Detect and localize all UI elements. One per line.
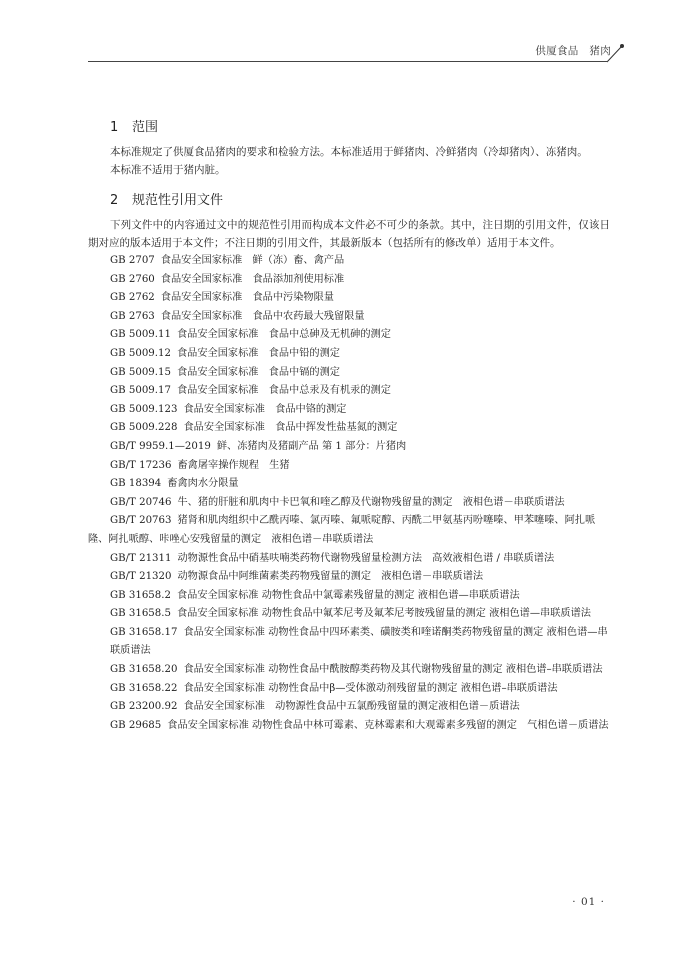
reference-title: 食品安全国家标准 食品中挥发性盐基氮的测定	[183, 422, 398, 434]
reference-item	[88, 717, 610, 736]
reference-title: 食品安全国家标准 鲜（冻）畜、禽产品	[160, 255, 345, 266]
running-head: 供厦食品 猪肉	[535, 45, 611, 57]
section-number: 2	[110, 193, 119, 208]
reference-title: 食品安全国家标准 食品中农药最大残留限量	[160, 310, 365, 322]
reference-item	[88, 271, 610, 290]
reference-item	[88, 512, 610, 549]
reference-item	[88, 401, 610, 420]
section-heading-references	[110, 189, 610, 208]
scope-paragraph: 本标准不适用于猪内脏。	[110, 164, 226, 176]
reference-item	[88, 308, 610, 327]
reference-item	[88, 345, 610, 364]
reference-title: 牛、猪的肝脏和肌肉中卡巴氧和喹乙醇及代谢物残留量的测定 液相色谱－串联质谱法	[177, 496, 565, 508]
reference-item	[88, 457, 610, 476]
reference-item	[88, 550, 610, 569]
reference-item	[88, 624, 610, 661]
reference-title: 食品安全国家标准 动物性食品中四环素类、磺胺类和喹诺酮类药物残留量的测定 液相色谱—串联质谱法	[110, 626, 608, 657]
reference-item	[88, 587, 610, 606]
section-title: 范围	[132, 120, 159, 135]
page-number: · 01 ·	[572, 896, 605, 908]
reference-item	[88, 252, 610, 271]
reference-code: GB/T 21320	[110, 571, 172, 583]
reference-item	[88, 680, 610, 699]
reference-item	[88, 419, 610, 438]
reference-code: GB/T 20763	[110, 515, 172, 527]
reference-code: GB 18394	[110, 478, 162, 490]
reference-code: GB 5009.12	[110, 347, 171, 359]
reference-title: 食品安全国家标准 食品中铬的测定	[183, 403, 347, 415]
reference-item	[88, 661, 610, 680]
reference-code: GB 31658.20	[110, 664, 178, 676]
reference-title: 食品安全国家标准 食品中总汞及有机汞的测定	[177, 385, 391, 397]
reference-item	[88, 289, 610, 308]
references-intro: 下列文件中的内容通过文中的规范性引用而构成本文件必不可少的条款。其中，注日期的引用文件，仅该日期对应的版本适用于本文件；不注日期的引用文件，其最新版本（包括所有的修改单）适用于本文件。	[88, 219, 610, 249]
reference-item	[88, 494, 610, 513]
reference-title: 食品安全国家标准 动物性食品中酰胺醇类药物及其代谢物残留量的测定 液相色谱–串联质谱法	[183, 664, 603, 676]
reference-title: 食品安全国家标准 食品中污染物限量	[160, 292, 334, 304]
reference-code: GB 2762	[110, 292, 155, 304]
reference-item	[88, 568, 610, 587]
section-number: 1	[110, 120, 119, 135]
reference-title: 食品安全国家标准 动物性食品中氯霉素残留量的测定 液相色谱—串联质谱法	[177, 589, 520, 601]
reference-list	[88, 252, 610, 735]
reference-title: 动物源食品中阿维菌素类药物残留量的测定 液相色谱－串联质谱法	[177, 571, 484, 583]
reference-item	[88, 438, 610, 457]
page-body	[88, 116, 610, 735]
reference-code: GB 31658.17	[110, 626, 178, 638]
reference-code: GB 23200.92	[110, 701, 178, 713]
reference-code: GB 5009.17	[110, 385, 171, 397]
reference-code: GB/T 21311	[110, 552, 172, 564]
reference-title: 食品安全国家标准 动物性食品中β—受体激动剂残留量的测定 液相色谱–串联质谱法	[183, 682, 558, 694]
reference-code: GB 2707	[110, 255, 155, 266]
section-heading-scope	[110, 116, 610, 135]
reference-code: GB 2763	[110, 310, 155, 322]
reference-title: 食品安全国家标准 动物性食品中氟苯尼考及氟苯尼考胺残留量的测定 液相色谱—串联质谱法	[177, 608, 591, 620]
reference-title: 食品安全国家标准 动物性食品中林可霉素、克林霉素和大观霉素多残留的测定 气相色谱－质谱法	[167, 719, 609, 731]
reference-title: 食品安全国家标准 食品中镉的测定	[177, 366, 340, 378]
reference-title: 动物源性食品中硝基呋喃类药物代谢物残留量检测方法 高效液相色谱 / 串联质谱法	[177, 552, 555, 564]
header-flourish-icon	[604, 40, 628, 66]
reference-code: GB 2760	[110, 273, 155, 285]
reference-code: GB 29685	[110, 719, 162, 731]
scope-paragraph: 本标准规定了供厦食品猪肉的要求和检验方法。本标准适用于鲜猪肉、冷鲜猪肉（冷却猪肉）、冻猪肉。	[110, 146, 588, 158]
reference-title: 猪肾和肌肉组织中乙酰丙嗪、氯丙嗪、氟哌啶醇、丙酰二甲氨基丙吩噻嗪、甲苯噻嗪、阿扎哌隆、阿扎哌醇、咔唑心安残留量的测定 液相色谱－串联质谱法	[88, 515, 596, 545]
reference-title: 食品安全国家标准 食品中总砷及无机砷的测定	[177, 329, 391, 341]
reference-code: GB 31658.5	[110, 608, 171, 620]
reference-title: 食品安全国家标准 食品添加剂使用标准	[160, 273, 345, 285]
reference-code: GB 31658.2	[110, 589, 171, 601]
reference-code: GB 5009.228	[110, 422, 178, 434]
section-title: 规范性引用文件	[132, 193, 224, 208]
reference-title: 食品安全国家标准 食品中铅的测定	[177, 347, 340, 359]
reference-title: 鲜、冻猪肉及猪副产品 第 1 部分：片猪肉	[216, 440, 407, 452]
header-rule	[88, 61, 608, 62]
reference-title: 畜禽肉水分限量	[167, 478, 239, 490]
reference-code: GB/T 20746	[110, 496, 172, 508]
reference-item	[88, 326, 610, 345]
reference-code: GB 5009.15	[110, 366, 171, 378]
reference-item	[88, 698, 610, 717]
reference-item	[88, 475, 610, 494]
reference-item	[88, 605, 610, 624]
reference-item	[88, 364, 610, 383]
reference-title: 食品安全国家标准 动物源性食品中五氯酚残留量的测定液相色谱－质谱法	[183, 701, 520, 713]
reference-code: GB/T 9959.1—2019	[110, 440, 211, 452]
reference-code: GB/T 17236	[110, 459, 172, 471]
reference-code: GB 31658.22	[110, 682, 178, 694]
reference-code: GB 5009.11	[110, 329, 171, 341]
reference-item	[88, 382, 610, 401]
reference-code: GB 5009.123	[110, 403, 178, 415]
reference-title: 畜禽屠宰操作规程 生猪	[177, 459, 290, 471]
